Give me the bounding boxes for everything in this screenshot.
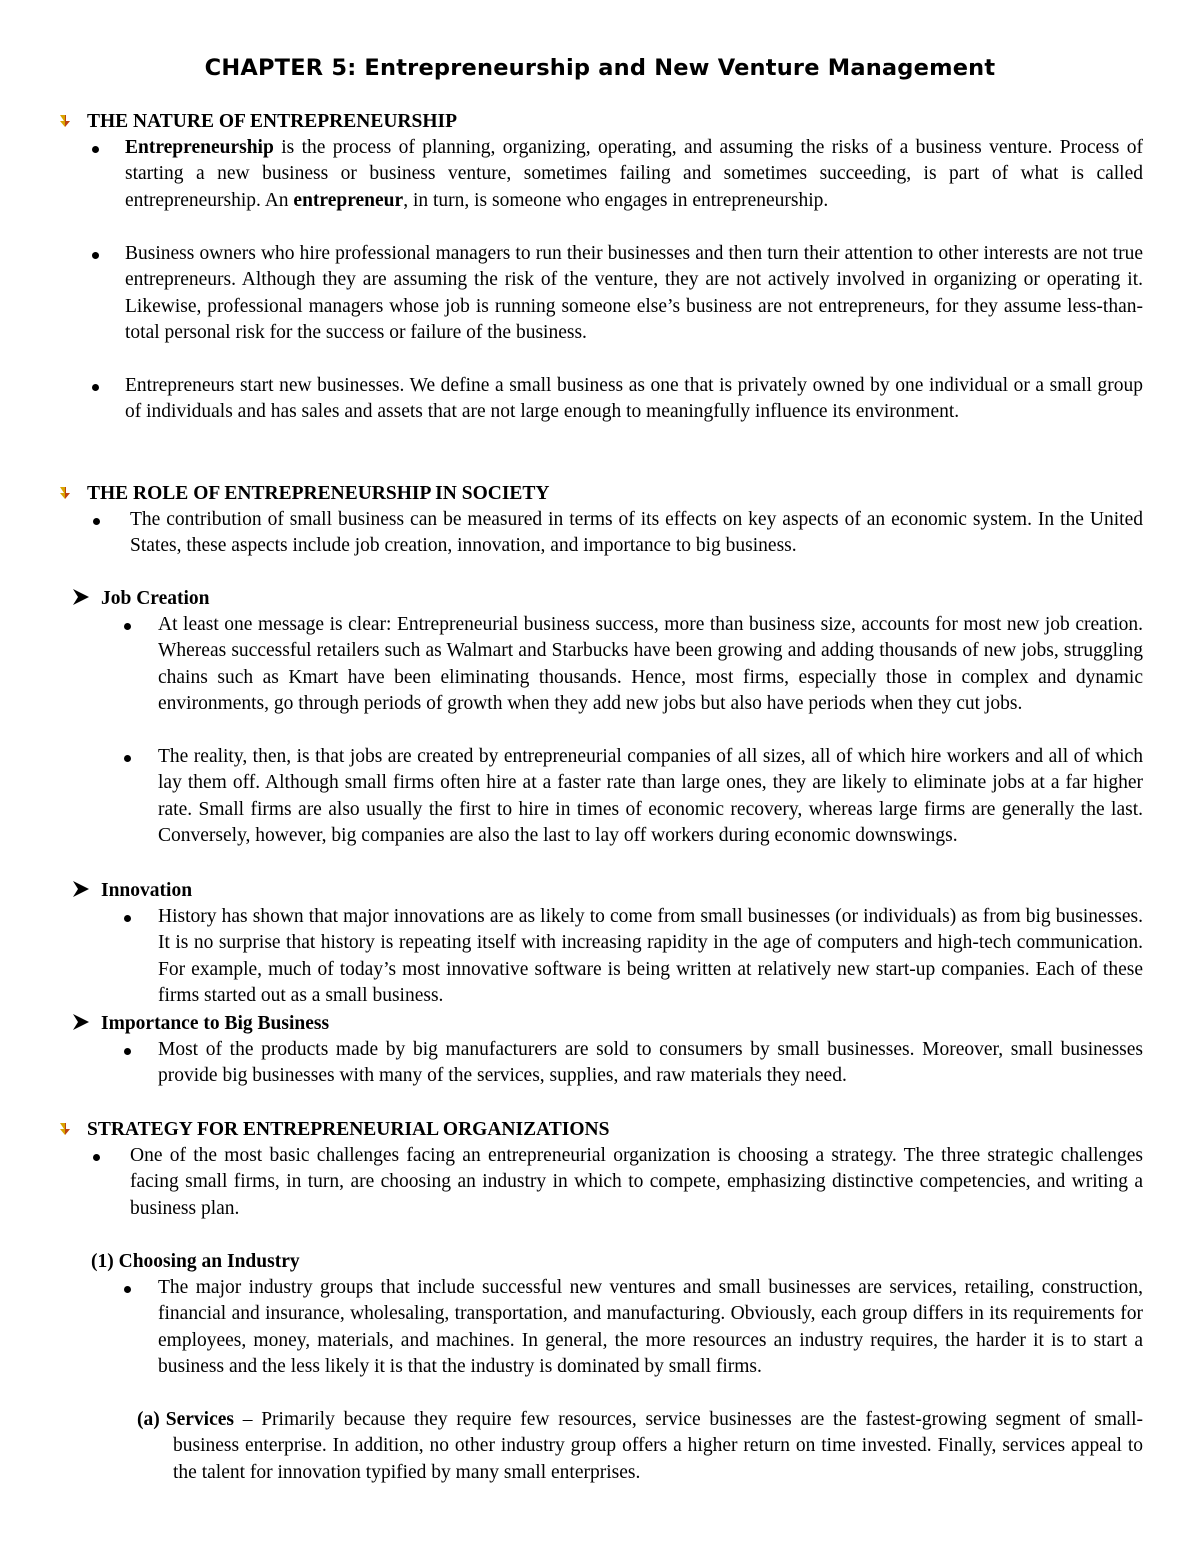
bullet-dot-icon [124, 1048, 131, 1055]
bullet-dot-icon [124, 755, 131, 762]
list-item: Most of the products made by big manufacturers are sold to consumers by small businesses. Moreover, small businesses provide big businesses with many of the services, supplies, and raw materials they need. [158, 1037, 1143, 1090]
section-heading-role: THE ROLE OF ENTREPRENEURSHIP IN SOCIETY [58, 480, 550, 507]
subheading-choosing-industry: (1) Choosing an Industry [91, 1251, 300, 1272]
chevron-right-icon [72, 1014, 90, 1030]
list-item: Entrepreneurship is the process of planning, organizing, operating, and assuming the risks of a business venture. Process of starting a new business or business venture, sometimes failing and sometimes succeeding, is part of what is called entrepreneurship. An entrepreneur, in turn, is someone who engages in entrepreneurship. [125, 135, 1143, 214]
list-item: History has shown that major innovations are as likely to come from small businesses (or individuals) as from big businesses. It is no surprise that history is repeating itself with increasing rapidity in the age of computers and high-tech communication. For example, much of today’s most innovative software is being written at relatively new start-up companies. Each of these firms started out as a small business. [158, 904, 1143, 1009]
list-item-services: (a) Services – Primarily because they require few resources, service businesses are the fastest-growing segment of small-business enterprise. In addition, no other industry group offers a higher return on time invested. Finally, services appeal to the talent for innovation typified by many small enterprises. [137, 1409, 1143, 1483]
bullet-dot-icon [92, 146, 99, 153]
chevron-right-icon [72, 589, 90, 605]
list-item: The reality, then, is that jobs are created by entrepreneurial companies of all sizes, all of which hire workers and all of which lay them off. Although small firms often hire at a faster rate than large ones, they are likely to eliminate jobs at a far higher rate. Small firms are also usually the first to hire in times of economic recovery, whereas large firms are generally the last. Conversely, however, big companies are also the last to lay off workers during economic downswings. [158, 744, 1143, 849]
bullet-dot-icon [124, 623, 131, 630]
section-heading-strategy: STRATEGY FOR ENTREPRENEURIAL ORGANIZATIONS [58, 1116, 609, 1143]
list-item: The major industry groups that include successful new ventures and small businesses are services, retailing, construction, financial and insurance, wholesaling, transportation, and manufacturing. Obviously, each group differs in its requirements for employees, money, materials, and machines. In general, the more resources an industry requires, the harder it is to start a business and the less likely it is that the industry is dominated by small firms. [158, 1275, 1143, 1380]
list-item: The contribution of small business can be measured in terms of its effects on key aspects of an economic system. In the United States, these aspects include job creation, innovation, and importance to big business. [130, 507, 1143, 560]
bullet-dot-icon [124, 915, 131, 922]
bullet-dot-icon [93, 1154, 100, 1161]
subheading-importance: Importance to Big Business [72, 1010, 329, 1037]
arrow-bullet-icon [58, 1122, 72, 1136]
subheading-job-creation: Job Creation [72, 585, 210, 612]
list-item: At least one message is clear: Entrepreneurial business success, more than business size, accounts for most new job creation. Whereas successful retailers such as Walmart and Starbucks have been growing and adding thousands of new jobs, struggling chains such as Kmart have been eliminating thousands. Hence, most firms, especially those in complex and dynamic environments, go through periods of growth when they add new jobs but also have periods when they cut jobs. [158, 612, 1143, 717]
chevron-right-icon [72, 881, 90, 897]
chapter-title: CHAPTER 5: Entrepreneurship and New Venture Management [204, 55, 996, 81]
list-item: Entrepreneurs start new businesses. We define a small business as one that is privately owned by one individual or a small group of individuals and has sales and assets that are not large enough to meaningfully influence its environment. [125, 373, 1143, 426]
bullet-dot-icon [93, 518, 100, 525]
list-item: One of the most basic challenges facing an entrepreneurial organization is choosing a strategy. The three strategic challenges facing small firms, in turn, are choosing an industry in which to compete, emphasizing distinctive competencies, and writing a business plan. [130, 1143, 1143, 1222]
arrow-bullet-icon [58, 114, 72, 128]
subheading-innovation: Innovation [72, 877, 192, 904]
bullet-dot-icon [92, 384, 99, 391]
list-item: Business owners who hire professional managers to run their businesses and then turn their attention to other interests are not true entrepreneurs. Although they are assuming the risk of the venture, they are not actively involved in organizing or operating it. Likewise, professional managers whose job is running someone else’s business are not entrepreneurs, for they assume less-than-total personal risk for the success or failure of the business. [125, 241, 1143, 346]
section-heading-nature: THE NATURE OF ENTREPRENEURSHIP [58, 108, 457, 135]
bullet-dot-icon [124, 1286, 131, 1293]
bullet-dot-icon [92, 252, 99, 259]
arrow-bullet-icon [58, 486, 72, 500]
